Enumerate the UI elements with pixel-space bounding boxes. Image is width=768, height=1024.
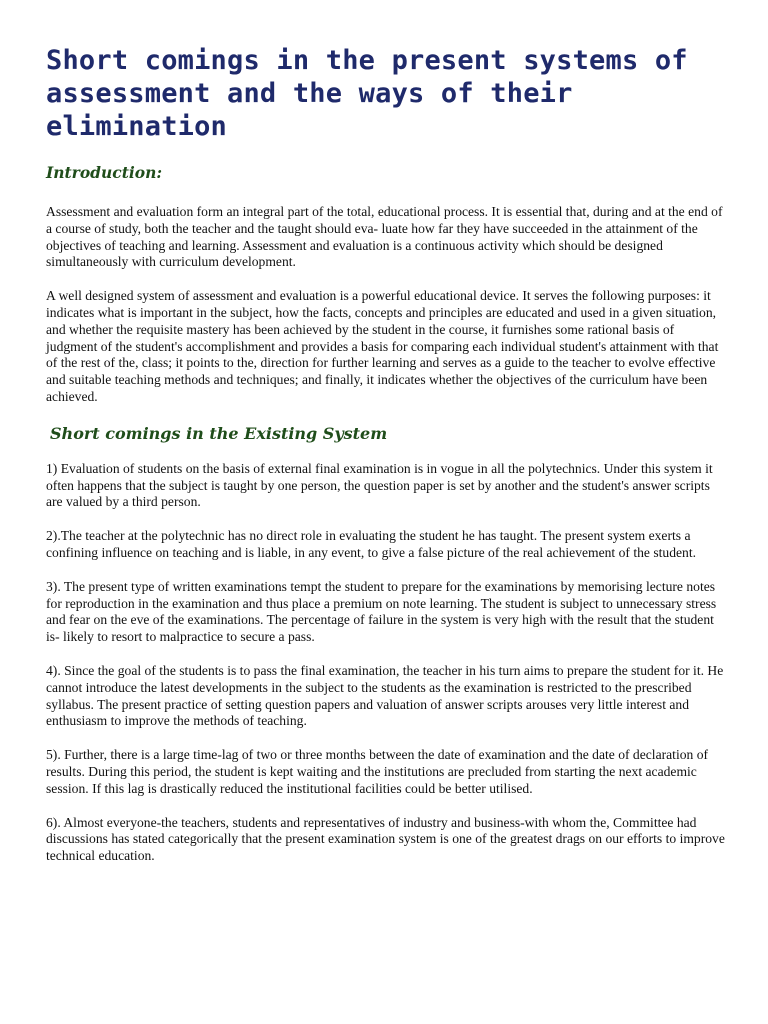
document-title: Short comings in the present systems of assessment and the ways of their elimination bbox=[46, 45, 688, 142]
shortcoming-item-3: 3). The present type of written examinations tempt the student to prepare for the examinations by memorising lecture notes for reproduction in the examination and thus place a premium on note learning. The student is subject to unnecessary stress and fear on the eve of the examinations. The percentage of failure in the system is very high with the result that the student is- likely to resort to malpractice to secure a pass. bbox=[46, 578, 717, 645]
shortcoming-item-5: 5). Further, there is a large time-lag of two or three months between the date of examination and the date of declaration of results. During this period, the student is kept waiting and the institutions are precluded from starting the next academic session. If this lag is drastically reduced the institutional facilities could be better utilised. bbox=[46, 747, 709, 796]
introduction-paragraph-2: A well designed system of assessment and evaluation is a powerful educational device. It serves the following purposes: it indicates what is important in the subject, how the facts, concepts and principles are educated and used in a given situation, and whether the requisite mastery has been achieved by the student in the course, it furnishes some rational basis of judgment of the student's accomplishment and provides a basis for comparing each individual student's attainment with that of the rest of the, class; it points to the, direction for further learning and serves as a guide to the teacher to evolve effective and suitable teaching methods and techniques; and finally, it indicates whether the objectives of the curriculum have been achieved. bbox=[46, 288, 719, 404]
introduction-heading: Introduction: bbox=[46, 163, 163, 182]
introduction-paragraph-1: Assessment and evaluation form an integral part of the total, educational process. It is essential that, during and at the end of a course of study, both the teacher and the taught should eva- luate how far they have succeeded in the attainment of the objectives of teaching and learning. Assessment and evaluation is a continuous activity which should be designed simultaneously with curriculum development. bbox=[46, 204, 723, 270]
document-page bbox=[46, 44, 726, 865]
shortcoming-item-4: 4). Since the goal of the students is to pass the final examination, the teacher in his turn aims to prepare the student for it. He cannot introduce the latest developments in the subject to the students as the examination is restricted to the prescribed syllabus. The present practice of setting question papers and valuation of answer scripts arouses very little interest and enthusiasm to improve the methods of teaching. bbox=[46, 662, 724, 729]
shortcoming-item-2: 2).The teacher at the polytechnic has no direct role in evaluating the student he has taught. The present system exerts a confining influence on teaching and is liable, in any event, to give a false picture of the real achievement of the student. bbox=[46, 528, 696, 560]
shortcoming-item-1: 1) Evaluation of students on the basis of external final examination is in vogue in all the polytechnics. Under this system it often happens that the subject is taught by one person, the question paper is set by another and the student's answer scripts are valued by a third person. bbox=[46, 460, 713, 510]
shortcoming-item-6: 6). Almost everyone-the teachers, students and representatives of industry and business-with whom the, Committee had discussions has stated categorically that the present examination system is one of the greatest drags on our efforts to improve technical education. bbox=[46, 814, 725, 864]
shortcomings-heading: Short comings in the Existing System bbox=[50, 423, 388, 443]
